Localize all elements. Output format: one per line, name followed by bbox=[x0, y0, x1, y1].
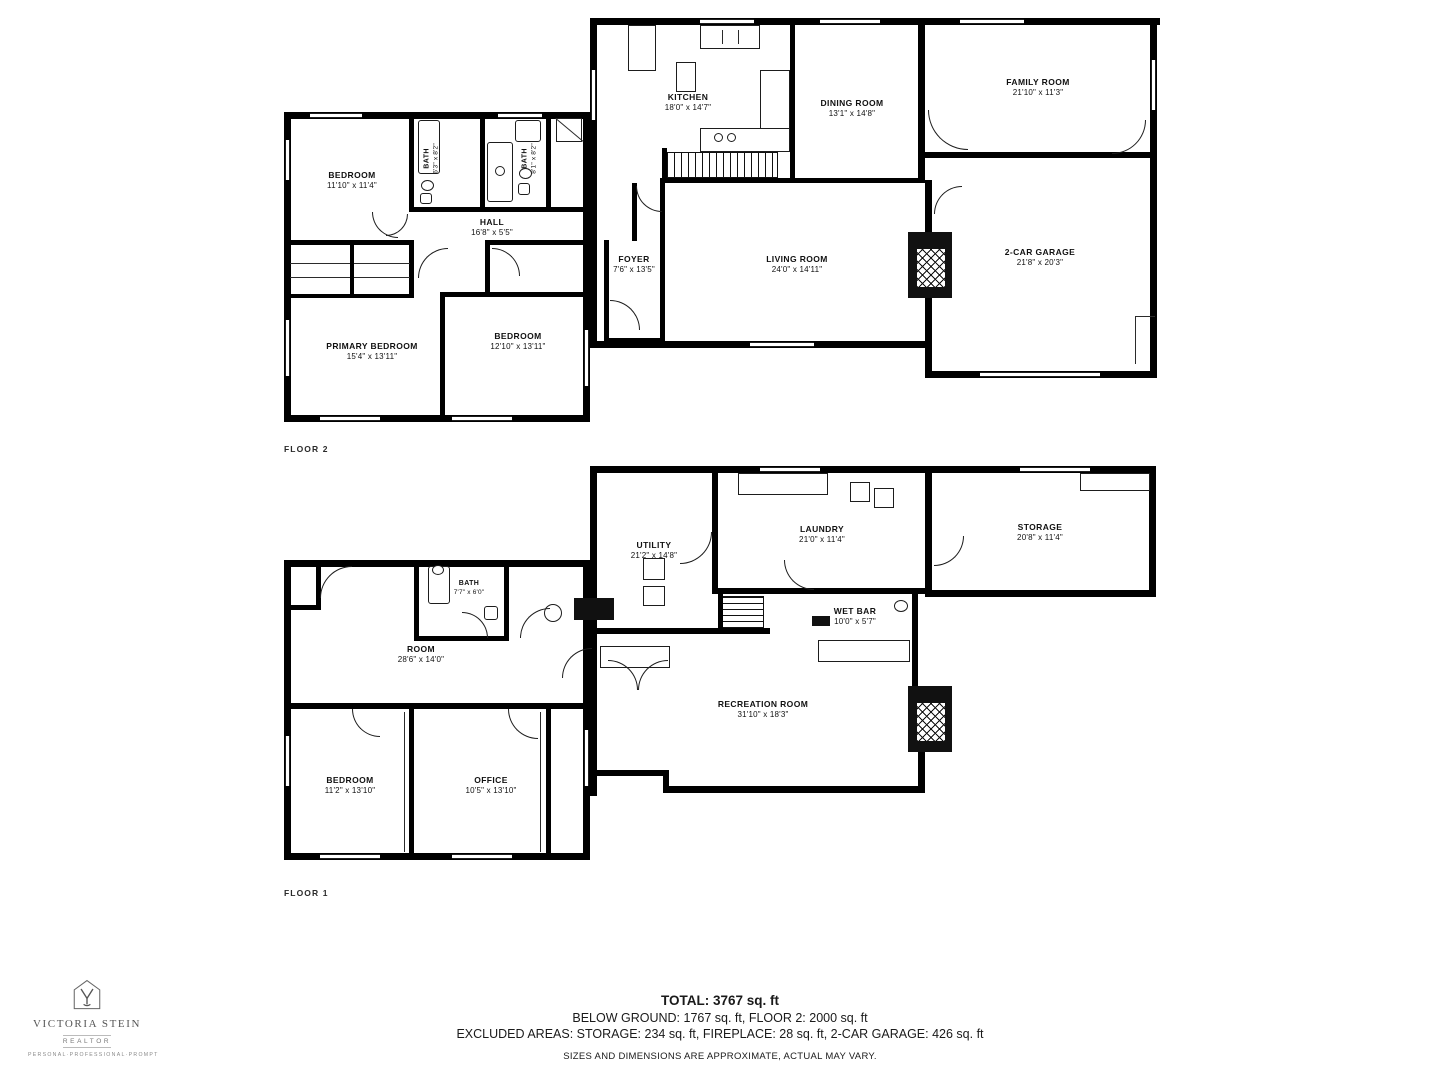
wetbar-counter bbox=[818, 640, 910, 662]
window-bath-top bbox=[498, 113, 542, 118]
wall-closet-strip bbox=[284, 294, 414, 298]
kitchen-cooktop-line2 bbox=[738, 30, 739, 44]
wall-bedroom-right bbox=[409, 112, 414, 212]
window-dining-top bbox=[820, 19, 880, 24]
wall-hall-bottom2 bbox=[485, 240, 585, 245]
door-bedroom-2 bbox=[492, 248, 520, 276]
door-foyer-entry bbox=[610, 300, 640, 330]
wall-kitchen-right bbox=[790, 18, 795, 178]
door-f1-room bbox=[520, 608, 550, 638]
room-label-foyer: FOYER 7'6" x 13'5" bbox=[613, 254, 655, 274]
fireplace-hearth bbox=[916, 248, 946, 288]
wall-f1-utility-right bbox=[712, 466, 718, 594]
window-f1-bedroom-bottom bbox=[320, 854, 380, 859]
window-f1-office-right bbox=[584, 730, 589, 786]
wall-bath-div bbox=[480, 112, 485, 212]
wall-dining-bottom bbox=[660, 178, 922, 183]
wall-closet-mid bbox=[350, 240, 354, 296]
wall-f1-rec-bottom bbox=[663, 786, 925, 793]
window-living-bottom bbox=[750, 342, 814, 347]
dryer bbox=[874, 488, 894, 508]
door-f1-bedroom bbox=[352, 709, 380, 737]
wall-f1-wetbar-right bbox=[912, 594, 918, 694]
f1-office-divider bbox=[540, 712, 541, 852]
logo-brand-name: VICTORIA STEIN bbox=[32, 1018, 142, 1030]
room-label-bedroom-1: BEDROOM 11'10" x 11'4" bbox=[327, 170, 377, 190]
wall-f1-room-bottom bbox=[284, 703, 590, 709]
window-kitchen-top bbox=[700, 19, 754, 24]
excluded-areas: EXCLUDED AREAS: STORAGE: 234 sq. ft, FIREPLACE: 28 sq. ft, 2-CAR GARAGE: 426 sq. ft bbox=[456, 1027, 984, 1041]
floor-1-tag: FLOOR 1 bbox=[284, 888, 329, 898]
garage-step-line bbox=[1135, 316, 1136, 364]
door-laundry bbox=[784, 560, 814, 590]
kitchen-counter-bottom bbox=[700, 128, 790, 152]
f1-bedroom-divider bbox=[404, 712, 405, 852]
window-f1-bedroom-left bbox=[285, 736, 290, 786]
room-label-f1-bedroom: BEDROOM 11'2" x 13'10" bbox=[324, 775, 376, 795]
window-f1-storage-top bbox=[1020, 467, 1090, 472]
room-label-f1-bath: BATH 7'7" x 6'0" bbox=[453, 580, 485, 596]
door-storage bbox=[934, 536, 964, 566]
garage-step-line-2 bbox=[1135, 316, 1155, 317]
window-primary-left bbox=[285, 320, 290, 376]
kitchen-counter-right bbox=[760, 70, 790, 136]
wall-hall-bottom bbox=[284, 240, 414, 245]
wall-f1-bedroom-right bbox=[409, 709, 414, 854]
room-label-primary-bedroom: PRIMARY BEDROOM 15'4" x 13'11" bbox=[326, 341, 418, 361]
room-label-living-room: LIVING ROOM 24'0" x 14'11" bbox=[766, 254, 828, 274]
washer bbox=[850, 482, 870, 502]
window-bedroom-top bbox=[310, 113, 362, 118]
fireplace-hearth-f1 bbox=[916, 702, 946, 742]
wall-stairs-f1-bottom bbox=[666, 628, 770, 634]
laundry-counter bbox=[738, 473, 828, 495]
wall-f1-office-right bbox=[546, 709, 551, 854]
door-bath-left bbox=[386, 214, 408, 236]
room-label-garage: 2-CAR GARAGE 21'8" x 20'3" bbox=[1004, 247, 1076, 267]
furnace-block bbox=[574, 598, 614, 620]
sink-f1-bath bbox=[432, 565, 444, 575]
door-family-to-garage bbox=[928, 110, 968, 150]
toilet-f1-bath bbox=[484, 606, 498, 620]
wall-f1-right bbox=[1149, 466, 1156, 596]
wall-f1-closet-v bbox=[316, 560, 321, 610]
room-label-laundry: LAUNDRY 21'0" x 11'4" bbox=[799, 524, 845, 544]
door-garage-interior bbox=[934, 186, 962, 214]
wall-stairs-left bbox=[662, 148, 667, 182]
kitchen-counter-top bbox=[628, 25, 656, 71]
room-label-storage: STORAGE 20'8" x 11'4" bbox=[1017, 522, 1063, 542]
wall-f1-laundry-bottom bbox=[712, 588, 930, 594]
room-label-bath-1: BATH 6'3" x 8'2" bbox=[423, 143, 440, 174]
wall-center-left bbox=[590, 18, 597, 348]
wall-f1-rec-left-v bbox=[663, 770, 669, 792]
window-living-left bbox=[591, 70, 596, 120]
wall-f1-bath-left bbox=[414, 560, 419, 640]
stove-burner-2 bbox=[727, 133, 736, 142]
wall-closet-vert bbox=[409, 240, 414, 296]
wall-family-left bbox=[918, 18, 925, 183]
kitchen-sink bbox=[676, 62, 696, 92]
room-label-kitchen: KITCHEN 18'0" x 14'7" bbox=[664, 92, 712, 112]
wall-f1-closet-left bbox=[284, 605, 318, 610]
window-f1-laundry-top bbox=[760, 467, 820, 472]
wall-stairs-f1 bbox=[718, 594, 723, 632]
window-f1-office-bottom bbox=[452, 854, 512, 859]
room-label-office: OFFICE 10'5" x 13'10" bbox=[465, 775, 517, 795]
storage-shelf bbox=[1080, 473, 1150, 491]
sqft-breakdown: BELOW GROUND: 1767 sq. ft, FLOOR 2: 2000 sq. ft bbox=[572, 1011, 868, 1025]
floor-2-tag: FLOOR 2 bbox=[284, 444, 329, 454]
door-family-right bbox=[1112, 120, 1146, 154]
wall-family-bottom bbox=[925, 152, 1157, 158]
wall-foyer-bottom bbox=[604, 338, 664, 343]
door-foyer-closet bbox=[636, 186, 662, 212]
room-label-recreation-room: RECREATION ROOM 31'10" x 18'3" bbox=[717, 699, 809, 719]
shower-drain bbox=[495, 166, 505, 176]
room-label-bedroom-2: BEDROOM 12'10" x 13'11" bbox=[490, 331, 546, 351]
door-f1-office bbox=[508, 709, 538, 739]
kitchen-cooktop-line1 bbox=[722, 30, 723, 44]
room-label-family-room: FAMILY ROOM 21'10" x 11'3" bbox=[1006, 77, 1070, 97]
wall-bedroom2-top2 bbox=[440, 292, 588, 297]
wall-primary-right bbox=[440, 296, 445, 422]
room-label-bath-2: BATH 8'1" x 8'2" bbox=[521, 143, 538, 174]
room-label-wet-bar: WET BAR 10'0" x 5'7" bbox=[833, 606, 877, 626]
kitchen-counter-island bbox=[700, 25, 760, 49]
stairs-floor1 bbox=[722, 596, 764, 630]
window-bedroom-left bbox=[285, 140, 290, 180]
window-family-right bbox=[1151, 60, 1156, 110]
door-f1-room-2 bbox=[562, 648, 592, 678]
utility-unit-2 bbox=[643, 586, 665, 606]
door-primary bbox=[418, 248, 448, 278]
logo-role: REALTOR bbox=[63, 1035, 111, 1048]
room-label-hall: HALL 16'8" x 5'5" bbox=[471, 217, 513, 237]
window-bedroom2-right bbox=[584, 330, 589, 386]
room-label-utility: UTILITY 21'2" x 14'8" bbox=[630, 540, 678, 560]
room-label-f1-room: ROOM 28'6" x 14'0" bbox=[397, 644, 445, 664]
wall-f1-rec-left bbox=[597, 770, 667, 776]
stove-burner-1 bbox=[714, 133, 723, 142]
window-primary-bottom bbox=[320, 416, 380, 421]
room-label-dining-room: DINING ROOM 13'1" x 14'8" bbox=[820, 98, 884, 118]
wall-f1-storage-left bbox=[925, 466, 932, 596]
wall-f1-storage-bottom bbox=[925, 590, 1156, 597]
stairs-floor2 bbox=[666, 152, 778, 178]
logo-tagline: PERSONAL·PROFESSIONAL·PROMPT bbox=[28, 1052, 159, 1058]
wall-bath-bottom bbox=[409, 207, 583, 212]
door-f1-closet bbox=[320, 566, 352, 598]
disclaimer-text: SIZES AND DIMENSIONS ARE APPROXIMATE, ACTUAL MAY VARY. bbox=[563, 1051, 877, 1062]
toilet-left-bath bbox=[420, 193, 432, 204]
utility-unit bbox=[643, 558, 665, 580]
window-bedroom2-bottom bbox=[452, 416, 512, 421]
window-family-top bbox=[960, 19, 1024, 24]
wall-f1-bath-right bbox=[504, 560, 509, 640]
summary-footer bbox=[0, 993, 1440, 1062]
wall-bedroom2-top bbox=[485, 245, 490, 297]
wall-bath-right bbox=[546, 112, 551, 212]
window-garage-door bbox=[980, 372, 1100, 377]
total-sqft: TOTAL: 3767 sq. ft bbox=[660, 993, 780, 1008]
